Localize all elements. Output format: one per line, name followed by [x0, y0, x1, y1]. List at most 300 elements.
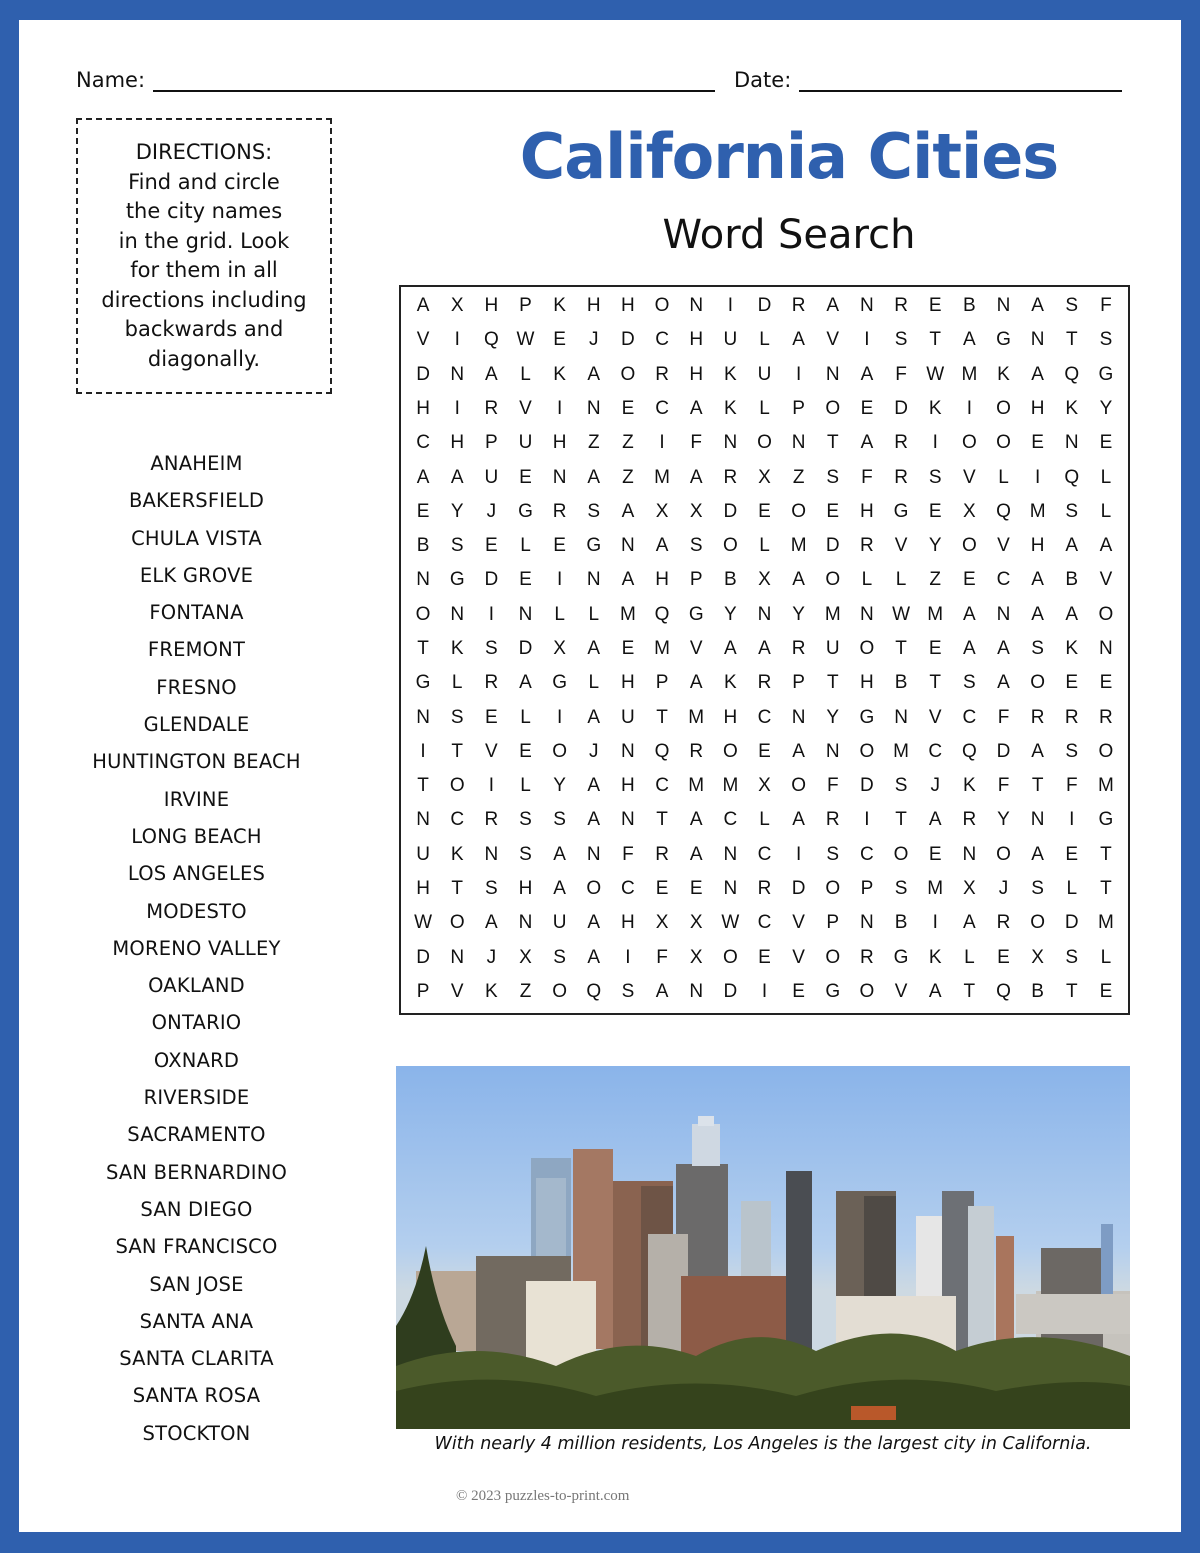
grid-cell[interactable]: R — [655, 363, 669, 385]
grid-cell[interactable]: A — [689, 809, 703, 831]
grid-cell[interactable]: C — [757, 912, 772, 934]
grid-cell[interactable]: A — [621, 500, 635, 522]
grid-cell[interactable]: A — [655, 535, 669, 557]
grid-cell[interactable]: D — [894, 397, 908, 419]
grid-cell[interactable]: Y — [450, 500, 464, 522]
grid-cell[interactable]: K — [450, 637, 464, 659]
grid-cell[interactable]: P — [860, 877, 874, 899]
grid-cell[interactable]: G — [1098, 809, 1114, 831]
grid-cell[interactable]: E — [997, 946, 1010, 968]
grid-cell[interactable]: A — [1031, 295, 1044, 317]
grid-cell[interactable]: S — [826, 466, 840, 488]
grid-cell[interactable]: C — [757, 843, 772, 865]
grid-cell[interactable]: Z — [929, 569, 942, 591]
grid-cell[interactable]: Z — [587, 432, 600, 454]
grid-cell[interactable]: Q — [483, 329, 499, 351]
grid-cell[interactable]: A — [1099, 535, 1113, 557]
grid-cell[interactable]: I — [1069, 809, 1075, 831]
grid-cell[interactable]: R — [996, 912, 1011, 934]
grid-cell[interactable]: E — [416, 500, 430, 522]
grid-cell[interactable]: C — [655, 775, 669, 797]
grid-cell[interactable]: J — [998, 877, 1009, 899]
grid-cell[interactable]: L — [1066, 877, 1078, 899]
grid-cell[interactable]: R — [484, 672, 499, 694]
grid-cell[interactable]: A — [724, 637, 737, 659]
grid-cell[interactable]: L — [895, 569, 907, 591]
grid-cell[interactable]: N — [450, 946, 465, 968]
grid-cell[interactable]: H — [552, 432, 567, 454]
grid-cell[interactable]: N — [791, 432, 806, 454]
grid-cell[interactable]: R — [1099, 706, 1113, 728]
grid-cell[interactable]: X — [963, 877, 976, 899]
grid-cell[interactable]: A — [1031, 569, 1044, 591]
grid-cell[interactable]: A — [792, 809, 805, 831]
grid-cell[interactable]: X — [758, 775, 771, 797]
grid-cell[interactable]: V — [826, 329, 840, 351]
grid-cell[interactable]: S — [894, 775, 908, 797]
grid-cell[interactable]: H — [416, 397, 430, 419]
grid-cell[interactable]: S — [553, 809, 566, 831]
grid-cell[interactable]: G — [415, 672, 431, 694]
grid-cell[interactable]: X — [553, 637, 566, 659]
grid-cell[interactable]: S — [450, 706, 464, 728]
grid-cell[interactable]: D — [860, 775, 874, 797]
grid-cell[interactable]: D — [825, 535, 840, 557]
grid-cell[interactable]: S — [1031, 637, 1044, 659]
grid-cell[interactable]: B — [1031, 980, 1044, 1002]
grid-cell[interactable]: A — [553, 877, 566, 899]
grid-cell[interactable]: C — [621, 877, 635, 899]
grid-cell[interactable]: A — [416, 295, 430, 317]
grid-cell[interactable]: O — [654, 295, 670, 317]
grid-cell[interactable]: C — [928, 740, 943, 762]
grid-cell[interactable]: W — [892, 603, 911, 625]
grid-cell[interactable]: H — [689, 329, 704, 351]
grid-cell[interactable]: N — [723, 877, 738, 899]
grid-cell[interactable]: G — [1098, 363, 1114, 385]
grid-cell[interactable]: I — [488, 775, 494, 797]
grid-cell[interactable]: J — [589, 740, 599, 762]
grid-cell[interactable]: M — [654, 466, 670, 488]
grid-cell[interactable]: I — [454, 397, 460, 419]
grid-cell[interactable]: N — [518, 912, 533, 934]
grid-cell[interactable]: I — [659, 432, 665, 454]
grid-cell[interactable]: I — [454, 329, 460, 351]
grid-cell[interactable]: U — [723, 329, 738, 351]
date-line[interactable] — [799, 70, 1122, 92]
grid-cell[interactable]: G — [552, 672, 568, 694]
grid-cell[interactable]: S — [963, 672, 976, 694]
grid-cell[interactable]: N — [825, 363, 840, 385]
grid-cell[interactable]: K — [450, 843, 464, 865]
grid-cell[interactable]: K — [724, 397, 737, 419]
grid-cell[interactable]: E — [1099, 980, 1113, 1002]
grid-cell[interactable]: A — [587, 946, 601, 968]
grid-cell[interactable]: L — [520, 535, 531, 557]
grid-cell[interactable]: D — [723, 500, 738, 522]
grid-cell[interactable]: D — [757, 295, 772, 317]
grid-cell[interactable]: N — [689, 295, 704, 317]
grid-cell[interactable]: Z — [519, 980, 532, 1002]
grid-cell[interactable]: K — [997, 363, 1010, 385]
grid-cell[interactable]: E — [655, 877, 669, 899]
grid-cell[interactable]: Q — [1064, 363, 1080, 385]
grid-cell[interactable]: N — [962, 843, 977, 865]
name-line[interactable] — [153, 70, 715, 92]
grid-cell[interactable]: C — [655, 329, 669, 351]
grid-cell[interactable]: A — [689, 397, 703, 419]
grid-cell[interactable]: I — [761, 980, 768, 1002]
grid-cell[interactable]: A — [1065, 603, 1079, 625]
grid-cell[interactable]: J — [589, 329, 599, 351]
grid-cell[interactable]: A — [860, 432, 874, 454]
grid-cell[interactable]: E — [792, 980, 805, 1002]
grid-cell[interactable]: T — [1100, 877, 1112, 899]
grid-cell[interactable]: N — [484, 843, 499, 865]
grid-cell[interactable]: T — [451, 877, 464, 899]
grid-cell[interactable]: U — [484, 466, 499, 488]
grid-cell[interactable]: N — [996, 295, 1011, 317]
grid-cell[interactable]: E — [621, 397, 635, 419]
grid-cell[interactable]: O — [859, 637, 875, 659]
grid-cell[interactable]: A — [1031, 843, 1044, 865]
grid-cell[interactable]: H — [621, 775, 635, 797]
grid-cell[interactable]: D — [518, 637, 533, 659]
grid-cell[interactable]: I — [1034, 466, 1041, 488]
grid-cell[interactable]: N — [996, 603, 1011, 625]
grid-cell[interactable]: P — [519, 295, 532, 317]
grid-cell[interactable]: E — [485, 706, 498, 728]
grid-cell[interactable]: T — [451, 740, 464, 762]
grid-cell[interactable]: N — [586, 569, 601, 591]
grid-cell[interactable]: I — [932, 432, 938, 454]
grid-cell[interactable]: B — [894, 672, 908, 694]
grid-cell[interactable]: E — [1099, 432, 1113, 454]
grid-cell[interactable]: R — [689, 740, 704, 762]
grid-cell[interactable]: N — [621, 740, 635, 762]
grid-cell[interactable]: R — [894, 466, 908, 488]
grid-cell[interactable]: L — [451, 672, 463, 694]
grid-cell[interactable]: S — [826, 843, 840, 865]
grid-cell[interactable]: M — [790, 535, 807, 557]
grid-cell[interactable]: L — [520, 706, 531, 728]
grid-cell[interactable]: E — [758, 740, 771, 762]
grid-cell[interactable]: H — [689, 363, 704, 385]
grid-cell[interactable]: A — [963, 912, 976, 934]
word-search-grid[interactable] — [399, 285, 1130, 1015]
grid-cell[interactable]: F — [997, 775, 1010, 797]
grid-cell[interactable]: C — [723, 809, 738, 831]
grid-cell[interactable]: L — [759, 397, 770, 419]
grid-cell[interactable]: V — [963, 466, 976, 488]
grid-cell[interactable]: A — [553, 843, 566, 865]
grid-cell[interactable]: T — [1031, 775, 1044, 797]
grid-cell[interactable]: K — [928, 397, 942, 419]
grid-cell[interactable]: V — [792, 912, 805, 934]
grid-cell[interactable]: A — [416, 466, 430, 488]
grid-cell[interactable]: N — [416, 809, 430, 831]
grid-cell[interactable]: I — [625, 946, 631, 968]
grid-cell[interactable]: O — [722, 740, 738, 762]
grid-cell[interactable]: X — [758, 466, 771, 488]
grid-cell[interactable]: D — [723, 980, 738, 1002]
grid-cell[interactable]: R — [484, 397, 499, 419]
grid-cell[interactable]: R — [825, 809, 840, 831]
grid-cell[interactable]: D — [791, 877, 806, 899]
grid-cell[interactable]: A — [1031, 363, 1044, 385]
grid-cell[interactable]: Y — [792, 603, 805, 625]
grid-cell[interactable]: T — [826, 672, 839, 694]
grid-cell[interactable]: K — [928, 946, 942, 968]
grid-cell[interactable]: F — [826, 775, 839, 797]
grid-cell[interactable]: A — [928, 809, 942, 831]
grid-cell[interactable]: I — [488, 603, 494, 625]
grid-cell[interactable]: S — [519, 809, 532, 831]
grid-cell[interactable]: G — [688, 603, 704, 625]
grid-cell[interactable]: A — [792, 329, 805, 351]
grid-cell[interactable]: Y — [1099, 397, 1113, 419]
grid-cell[interactable]: R — [860, 946, 874, 968]
grid-cell[interactable]: O — [449, 912, 465, 934]
name-field[interactable] — [76, 68, 715, 92]
grid-cell[interactable]: I — [864, 329, 870, 351]
grid-cell[interactable]: B — [963, 295, 976, 317]
grid-cell[interactable]: Z — [622, 466, 634, 488]
grid-cell[interactable]: A — [587, 466, 601, 488]
grid-cell[interactable]: V — [1099, 569, 1113, 591]
grid-cell[interactable]: U — [518, 432, 533, 454]
grid-cell[interactable]: Y — [724, 603, 737, 625]
grid-cell[interactable]: K — [553, 363, 566, 385]
grid-cell[interactable]: U — [552, 912, 567, 934]
grid-cell[interactable]: R — [962, 809, 977, 831]
grid-cell[interactable]: V — [997, 535, 1010, 557]
grid-cell[interactable]: G — [449, 569, 465, 591]
grid-cell[interactable]: M — [1098, 912, 1114, 934]
grid-cell[interactable]: G — [893, 946, 909, 968]
grid-cell[interactable]: G — [518, 500, 533, 522]
grid-cell[interactable]: R — [894, 432, 908, 454]
grid-cell[interactable]: A — [587, 706, 601, 728]
grid-cell[interactable]: H — [621, 672, 635, 694]
grid-cell[interactable]: A — [621, 569, 635, 591]
grid-cell[interactable]: E — [928, 843, 942, 865]
grid-cell[interactable]: V — [894, 535, 908, 557]
grid-cell[interactable]: O — [1030, 912, 1046, 934]
grid-cell[interactable]: E — [689, 877, 703, 899]
grid-cell[interactable]: E — [826, 500, 840, 522]
grid-cell[interactable]: V — [416, 329, 430, 351]
grid-cell[interactable]: D — [416, 363, 430, 385]
grid-cell[interactable]: E — [553, 329, 566, 351]
grid-cell[interactable]: I — [556, 397, 563, 419]
grid-cell[interactable]: S — [485, 877, 498, 899]
grid-cell[interactable]: L — [1100, 946, 1112, 968]
grid-cell[interactable]: I — [795, 363, 802, 385]
grid-cell[interactable]: V — [450, 980, 464, 1002]
grid-cell[interactable]: A — [689, 672, 703, 694]
date-field[interactable] — [734, 68, 1122, 92]
grid-cell[interactable]: N — [1099, 637, 1113, 659]
grid-cell[interactable]: F — [861, 466, 873, 488]
grid-cell[interactable]: H — [860, 500, 874, 522]
grid-cell[interactable]: Q — [654, 603, 670, 625]
grid-cell[interactable]: V — [928, 706, 942, 728]
grid-cell[interactable]: G — [996, 329, 1011, 351]
grid-cell[interactable]: R — [791, 295, 806, 317]
grid-cell[interactable]: T — [1100, 843, 1112, 865]
grid-cell[interactable]: N — [586, 397, 601, 419]
grid-cell[interactable]: D — [1064, 912, 1079, 934]
grid-cell[interactable]: A — [587, 637, 601, 659]
grid-cell[interactable]: L — [759, 809, 770, 831]
grid-cell[interactable]: Q — [586, 980, 602, 1002]
grid-cell[interactable]: D — [484, 569, 499, 591]
grid-cell[interactable]: I — [795, 843, 802, 865]
grid-cell[interactable]: T — [656, 809, 668, 831]
grid-cell[interactable]: B — [724, 569, 737, 591]
grid-cell[interactable]: H — [621, 912, 635, 934]
grid-cell[interactable]: A — [689, 843, 703, 865]
grid-cell[interactable]: F — [997, 706, 1010, 728]
grid-cell[interactable]: W — [721, 912, 740, 934]
grid-cell[interactable]: V — [689, 637, 703, 659]
grid-cell[interactable]: W — [414, 912, 433, 934]
grid-cell[interactable]: E — [553, 535, 566, 557]
grid-cell[interactable]: A — [1065, 535, 1079, 557]
grid-cell[interactable]: J — [930, 775, 940, 797]
grid-cell[interactable]: A — [758, 637, 771, 659]
grid-cell[interactable]: C — [655, 397, 669, 419]
grid-cell[interactable]: E — [1099, 672, 1113, 694]
grid-cell[interactable]: S — [1065, 500, 1079, 522]
grid-cell[interactable]: O — [996, 397, 1011, 419]
grid-cell[interactable]: T — [895, 809, 907, 831]
grid-cell[interactable]: S — [894, 329, 908, 351]
grid-cell[interactable]: N — [723, 432, 738, 454]
grid-cell[interactable]: N — [791, 706, 806, 728]
grid-cell[interactable]: N — [1030, 809, 1045, 831]
grid-cell[interactable]: A — [1031, 740, 1044, 762]
grid-cell[interactable]: O — [893, 843, 909, 865]
grid-cell[interactable]: E — [928, 295, 942, 317]
grid-cell[interactable]: L — [520, 775, 531, 797]
grid-cell[interactable]: E — [1065, 672, 1079, 694]
grid-cell[interactable]: N — [416, 706, 430, 728]
grid-cell[interactable]: X — [450, 295, 464, 317]
grid-cell[interactable]: N — [860, 295, 874, 317]
grid-cell[interactable]: B — [416, 535, 430, 557]
grid-cell[interactable]: R — [757, 672, 772, 694]
grid-cell[interactable]: O — [552, 740, 568, 762]
grid-cell[interactable]: R — [484, 809, 499, 831]
grid-cell[interactable]: X — [655, 500, 669, 522]
grid-cell[interactable]: N — [621, 535, 635, 557]
grid-cell[interactable]: Y — [928, 535, 942, 557]
grid-cell[interactable]: M — [620, 603, 636, 625]
grid-cell[interactable]: H — [586, 295, 601, 317]
grid-cell[interactable]: T — [417, 637, 429, 659]
grid-cell[interactable]: Y — [826, 706, 840, 728]
grid-cell[interactable]: H — [1030, 397, 1045, 419]
grid-cell[interactable]: O — [586, 877, 602, 899]
grid-cell[interactable]: K — [1065, 637, 1079, 659]
grid-cell[interactable]: N — [894, 706, 908, 728]
grid-cell[interactable]: O — [825, 569, 841, 591]
grid-cell[interactable]: H — [723, 706, 738, 728]
grid-cell[interactable]: N — [1030, 329, 1045, 351]
grid-cell[interactable]: O — [620, 363, 636, 385]
grid-cell[interactable]: O — [722, 946, 738, 968]
grid-cell[interactable]: D — [621, 329, 635, 351]
grid-cell[interactable]: S — [519, 843, 532, 865]
grid-cell[interactable]: D — [416, 946, 430, 968]
grid-cell[interactable]: O — [996, 432, 1011, 454]
grid-cell[interactable]: M — [927, 603, 944, 625]
grid-cell[interactable]: U — [825, 637, 840, 659]
grid-cell[interactable]: E — [860, 397, 874, 419]
grid-cell[interactable]: A — [997, 672, 1010, 694]
grid-cell[interactable]: S — [553, 946, 566, 968]
grid-cell[interactable]: E — [963, 569, 976, 591]
grid-cell[interactable]: F — [656, 946, 668, 968]
grid-cell[interactable]: O — [996, 843, 1011, 865]
grid-cell[interactable]: K — [724, 363, 737, 385]
grid-cell[interactable]: X — [1031, 946, 1044, 968]
grid-cell[interactable]: I — [932, 912, 938, 934]
grid-cell[interactable]: T — [656, 706, 668, 728]
grid-cell[interactable]: F — [690, 432, 703, 454]
grid-cell[interactable]: N — [450, 363, 465, 385]
grid-cell[interactable]: A — [860, 363, 874, 385]
grid-cell[interactable]: V — [519, 397, 532, 419]
grid-cell[interactable]: I — [966, 397, 972, 419]
grid-cell[interactable]: F — [1100, 295, 1112, 317]
grid-cell[interactable]: M — [824, 603, 841, 625]
grid-cell[interactable]: P — [416, 980, 430, 1002]
grid-cell[interactable]: A — [485, 912, 498, 934]
grid-cell[interactable]: C — [757, 706, 772, 728]
grid-cell[interactable]: S — [928, 466, 942, 488]
grid-cell[interactable]: G — [893, 500, 909, 522]
grid-cell[interactable]: O — [1098, 603, 1114, 625]
grid-cell[interactable]: M — [654, 637, 670, 659]
grid-cell[interactable]: X — [963, 500, 976, 522]
grid-cell[interactable]: L — [759, 329, 770, 351]
grid-cell[interactable]: S — [689, 535, 703, 557]
grid-cell[interactable]: L — [759, 535, 770, 557]
grid-cell[interactable]: C — [416, 432, 430, 454]
grid-cell[interactable]: E — [928, 637, 942, 659]
grid-cell[interactable]: L — [998, 466, 1009, 488]
grid-cell[interactable]: C — [860, 843, 874, 865]
grid-cell[interactable]: M — [688, 775, 705, 797]
grid-cell[interactable]: R — [860, 535, 874, 557]
grid-cell[interactable]: C — [962, 706, 977, 728]
grid-cell[interactable]: A — [519, 672, 532, 694]
grid-cell[interactable]: A — [689, 466, 703, 488]
grid-cell[interactable]: C — [450, 809, 465, 831]
grid-cell[interactable]: Z — [622, 432, 634, 454]
grid-cell[interactable]: S — [1031, 877, 1044, 899]
grid-cell[interactable]: K — [553, 295, 566, 317]
grid-cell[interactable]: A — [587, 912, 601, 934]
grid-cell[interactable]: A — [928, 980, 942, 1002]
grid-cell[interactable]: T — [929, 672, 942, 694]
grid-cell[interactable]: X — [689, 912, 703, 934]
grid-cell[interactable]: N — [518, 603, 533, 625]
grid-cell[interactable]: M — [1029, 500, 1046, 522]
